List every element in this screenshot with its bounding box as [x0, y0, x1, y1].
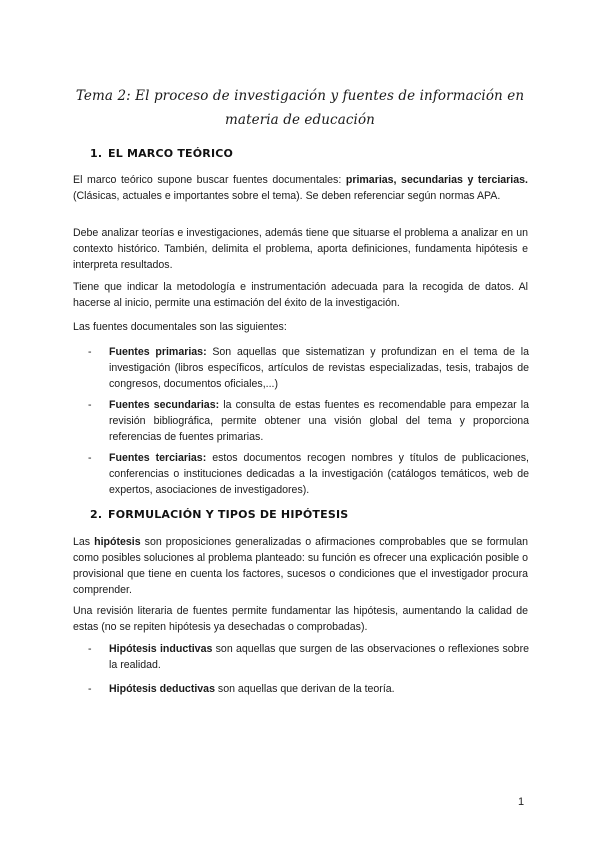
bullet-dash: -: [88, 643, 92, 655]
text-run: El marco teórico supone buscar fuentes documentales:: [73, 174, 346, 186]
paragraph-marco-2: Debe analizar teorías e investigaciones, además tiene que situarse el problema a analizar en un contexto histórico. También, delimita el problema, aporta definiciones, fundamenta hipótesis e interpreta resultados.: [73, 227, 528, 271]
section-number: 2.: [90, 508, 103, 521]
bold-run: hipótesis: [94, 536, 141, 548]
section-heading-2: [90, 508, 348, 521]
bullet-label: Fuentes terciarias:: [109, 452, 207, 464]
section-title: EL MARCO TEÓRICO: [108, 147, 234, 160]
list-item-fuentes-terciarias: [88, 450, 529, 498]
bullet-text: la consulta de estas fuentes es recomendable para empezar la revisión bibliográfica, permite obtener una visión global del tema y proporciona referencias de fuentes primarias.: [109, 399, 529, 443]
section-heading-1: [90, 147, 233, 160]
paragraph-hipotesis-1: [73, 534, 528, 598]
bullet-dash: -: [88, 683, 92, 695]
bullet-text: son aquellas que surgen de las observaciones o reflexiones sobre la realidad.: [109, 643, 529, 671]
bullet-dash: -: [88, 399, 92, 411]
list-item-hipotesis-inductivas: [88, 641, 529, 673]
page-number: 1: [518, 796, 525, 808]
bullet-label: Fuentes primarias:: [109, 346, 207, 358]
text-run: (Clásicas, actuales e importantes sobre el tema). Se deben referenciar según normas APA.: [73, 190, 501, 202]
bullet-dash: -: [88, 452, 92, 464]
paragraph-marco-3: Tiene que indicar la metodología e instrumentación adecuada para la recogida de datos. Al hacerse al inicio, permite una estimación del éxito de la investigación.: [73, 281, 528, 309]
bullet-text: son aquellas que derivan de la teoría.: [214, 683, 395, 695]
bold-run: primarias, secundarias y terciarias.: [345, 174, 528, 186]
bullet-label: Hipótesis deductivas: [109, 683, 215, 695]
bullet-text: Son aquellas que sistematizan y profundizan en el tema de la investigación (libros específicos, artículos de revistas especializadas, tesis, trabajos de congresos, documentos oficiales,...): [109, 346, 529, 390]
document-title: Tema 2: El proceso de investigación y fuentes de información en materia de educación: [75, 88, 525, 128]
bullet-label: Hipótesis inductivas: [109, 643, 213, 655]
section-title: FORMULACIÓN Y TIPOS DE HIPÓTESIS: [108, 508, 349, 521]
paragraph-hipotesis-2: Una revisión literaria de fuentes permite fundamentar las hipótesis, aumentando la calidad de estas (no se repiten hipótesis ya desechadas o comprobadas).: [73, 605, 528, 633]
list-item-fuentes-primarias: [88, 344, 529, 392]
list-item-fuentes-secundarias: [88, 397, 529, 445]
bullet-label: Fuentes secundarias:: [109, 399, 220, 411]
bullet-dash: -: [88, 346, 92, 358]
bullet-text: estos documentos recogen nombres y títulos de publicaciones, conferencias o instituciones dedicadas a la investigación (catálogos temáticos, web de expertos, asociaciones de investigadores).: [109, 452, 529, 496]
text-run: Las: [73, 536, 95, 548]
list-item-hipotesis-deductivas: [88, 681, 529, 697]
paragraph-marco-1: [73, 172, 528, 204]
section-number: 1.: [90, 147, 103, 160]
text-run: son proposiciones generalizadas o afirmaciones comprobables que se formulan como posibles soluciones al problema planteado: su función es ofrecer una explicación posible o provisional que tiene en cuenta los factores, sucesos o condiciones que el investigador procura comprender.: [73, 536, 528, 596]
paragraph-marco-4: Las fuentes documentales son las siguientes:: [73, 321, 287, 333]
